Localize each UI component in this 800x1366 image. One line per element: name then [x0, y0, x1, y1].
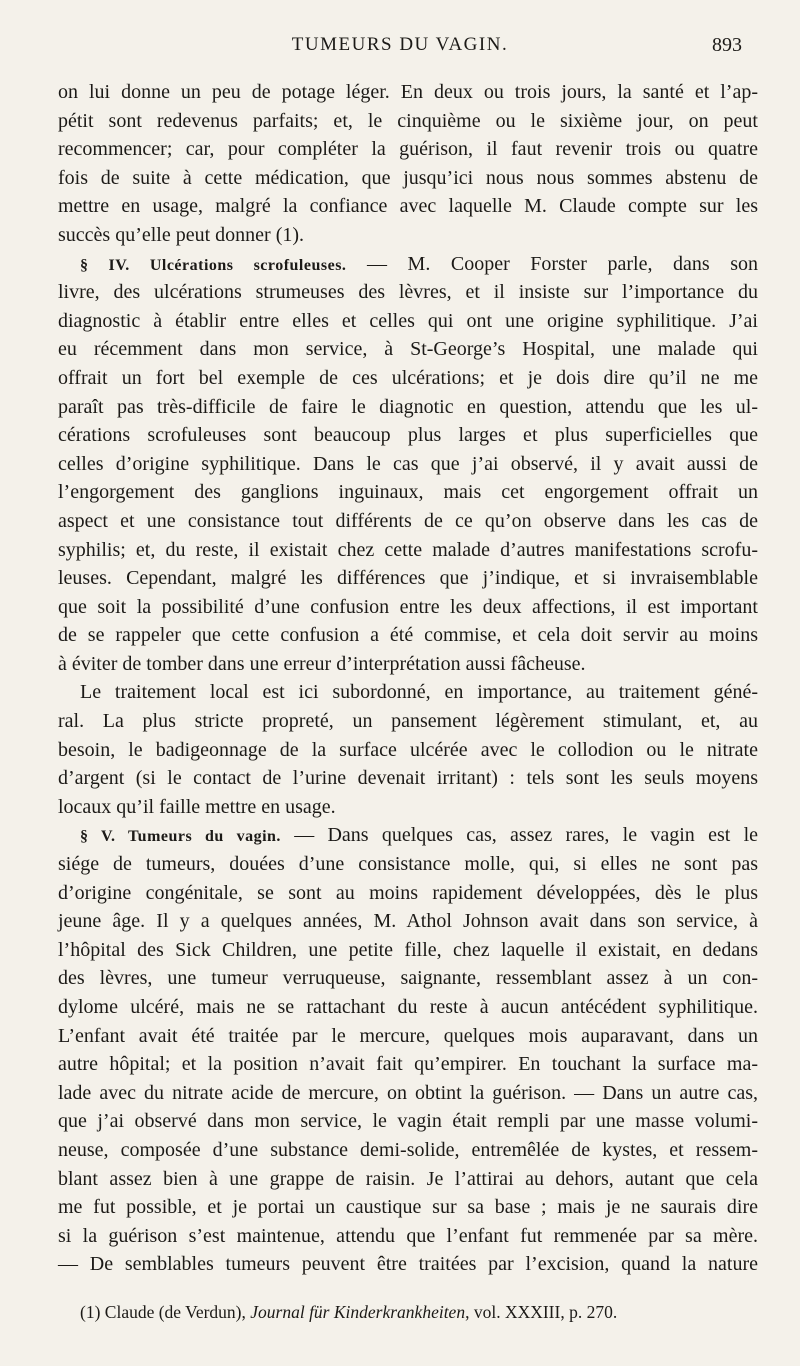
text-line — [58, 993, 758, 1022]
text-line — [58, 1050, 758, 1079]
line-text: de se rappeler que cette confusion a été commise, et cela doit servir au moins — [58, 624, 758, 647]
line-text: paraît pas très-difficile de faire le diagnotic en question, attendu que les ul- — [58, 395, 758, 418]
text-line — [58, 621, 758, 650]
text-line — [58, 850, 758, 879]
line-text: siége de tumeurs, douées d’une consistance molle, qui, si elles ne sont pas — [58, 853, 758, 876]
text-line — [58, 678, 758, 707]
text-line — [58, 307, 758, 336]
line-text: offrait un fort bel exemple de ces ulcérations; et je dois dire qu’il ne me — [58, 366, 758, 389]
line-text: — M. Cooper Forster parle, dans son — [346, 252, 758, 275]
line-text: si la guérison s’est maintenue, attendu que l’enfant fut remmenée par sa mère. — [58, 1224, 758, 1247]
page-header — [58, 34, 742, 62]
line-text: besoin, le badigeonnage de la surface ulcérée avec le collodion ou le nitrate — [58, 738, 758, 761]
text-line — [58, 707, 758, 736]
text-line — [58, 250, 758, 279]
line-text: diagnostic à établir entre elles et celles qui ont une origine syphilitique. J’ai — [58, 309, 758, 332]
text-line — [58, 1165, 758, 1194]
line-text: Le traitement local est ici subordonné, en importance, au traitement géné- — [80, 681, 758, 704]
footnote-suffix: , vol. XXXIII, p. 270. — [465, 1302, 618, 1322]
text-line — [58, 764, 758, 793]
text-line — [58, 421, 758, 450]
text-line — [58, 1022, 758, 1051]
footnote — [58, 1302, 780, 1323]
text-line — [58, 1222, 758, 1251]
text-line — [58, 135, 758, 164]
text-line — [58, 164, 758, 193]
text-line — [58, 107, 758, 136]
text-line — [58, 793, 758, 822]
line-text: leuses. Cependant, malgré les différences que j’indique, et si invraisemblable — [58, 567, 758, 590]
text-line — [58, 650, 758, 679]
line-text: eu récemment dans mon service, à St-George’s Hospital, une malade qui — [58, 338, 758, 361]
text-line — [58, 221, 758, 250]
line-text: livre, des ulcérations strumeuses des lèvres, et il insiste sur l’importance du — [58, 281, 758, 304]
text-line — [58, 536, 758, 565]
line-text: dylome ulcéré, mais ne se rattachant du reste à aucun antécédent syphilitique. — [58, 996, 758, 1018]
text-line — [58, 1250, 758, 1279]
text-line — [58, 964, 758, 993]
line-text: que soit la possibilité d’une confusion entre les deux affections, il est important — [58, 595, 758, 618]
line-text: aspect et une consistance tout différents de ce qu’on observe dans les cas de — [58, 509, 758, 532]
line-text: l’hôpital des Sick Children, une petite fille, chez laquelle il existait, en dedans — [58, 938, 758, 961]
line-text: des lèvres, une tumeur verruqueuse, saignante, ressemblant assez à un con- — [58, 967, 758, 990]
line-text: locaux qu’il faille mettre en usage. — [58, 795, 336, 818]
line-text: — De semblables tumeurs peuvent être traitées par l’excision, quand la nature — [58, 1253, 758, 1276]
line-text: succès qu’elle peut donner (1). — [58, 223, 305, 246]
text-line — [58, 907, 758, 936]
text-line — [58, 736, 758, 765]
line-text: fois de suite à cette médication, que jusqu’ici nous nous sommes abstenu de — [58, 166, 758, 189]
text-line — [58, 478, 758, 507]
running-title: TUMEURS DU VAGIN. — [291, 34, 509, 55]
text-line — [58, 507, 758, 536]
line-text: que j’ai observé dans mon service, le vagin était rempli par une masse volumi- — [58, 1110, 758, 1133]
text-line — [58, 879, 758, 908]
body-text — [58, 78, 758, 1279]
line-text: celles d’origine syphilitique. Dans le cas que j’ai observé, il y avait aussi de — [58, 452, 758, 475]
line-text: recommencer; car, pour compléter la guérison, il faut revenir trois ou quatre — [58, 138, 758, 161]
text-line — [58, 450, 758, 479]
text-line — [58, 1079, 758, 1108]
line-text: neuse, composée d’une substance demi-solide, entremêlée de kystes, et ressem- — [58, 1138, 758, 1161]
line-text: L’enfant avait été traitée par le mercure, quelques mois auparavant, dans un — [58, 1024, 758, 1047]
section-heading: § V. Tumeurs du vagin. — [80, 828, 281, 846]
section-heading: § IV. Ulcérations scrofuleuses. — [80, 256, 347, 274]
text-line — [58, 1136, 758, 1165]
text-line — [58, 78, 758, 107]
line-text: me fut possible, et je portai un caustique sur sa base ; mais je ne saurais dire — [58, 1196, 758, 1219]
line-text: d’origine congénitale, se sont au moins rapidement développées, dès le plus — [58, 881, 758, 904]
text-line — [58, 564, 758, 593]
text-line — [58, 1107, 758, 1136]
text-line — [58, 936, 758, 965]
line-text: l’engorgement des ganglions inguinaux, mais cet engorgement offrait un — [58, 481, 758, 504]
line-text: à éviter de tomber dans une erreur d’interprétation aussi fâcheuse. — [58, 652, 586, 675]
text-line — [58, 364, 758, 393]
footnote-journal: Journal für Kinderkrankheiten — [250, 1302, 466, 1322]
line-text: pétit sont redevenus parfaits; et, le cinquième ou le sixième jour, on peut — [58, 109, 758, 132]
text-line — [58, 192, 758, 221]
text-line — [58, 1193, 758, 1222]
text-line — [58, 393, 758, 422]
footnote-prefix: (1) Claude (de Verdun), — [80, 1302, 251, 1322]
line-text: on lui donne un peu de potage léger. En deux ou trois jours, la santé et l’ap- — [58, 81, 758, 103]
line-text: blant assez bien à une grappe de raisin. Je l’attirai au dehors, autant que cela — [58, 1167, 758, 1190]
line-text: d’argent (si le contact de l’urine devenait irritant) : tels sont les seuls moyens — [58, 767, 758, 790]
line-text: lade avec du nitrate acide de mercure, on obtint la guérison. — Dans un autre cas, — [58, 1081, 758, 1104]
line-text: ral. La plus stricte propreté, un pansement légèrement stimulant, et, au — [58, 710, 758, 733]
line-text: syphilis; et, du reste, il existait chez cette malade d’autres manifestations scrofu- — [58, 538, 758, 561]
text-line — [58, 278, 758, 307]
page-number: 893 — [712, 34, 742, 56]
line-text: autre hôpital; et la position n’avait fait qu’empirer. En touchant la surface ma- — [58, 1053, 758, 1076]
line-text: jeune âge. Il y a quelques années, M. Athol Johnson avait dans son service, à — [58, 910, 758, 933]
text-line — [58, 821, 758, 850]
text-line — [58, 335, 758, 364]
line-text: mettre en usage, malgré la confiance avec laquelle M. Claude compte sur les — [58, 195, 758, 218]
line-text: — Dans quelques cas, assez rares, le vagin est le — [280, 824, 758, 847]
text-line — [58, 593, 758, 622]
line-text: cérations scrofuleuses sont beaucoup plus larges et plus superficielles que — [58, 424, 758, 447]
